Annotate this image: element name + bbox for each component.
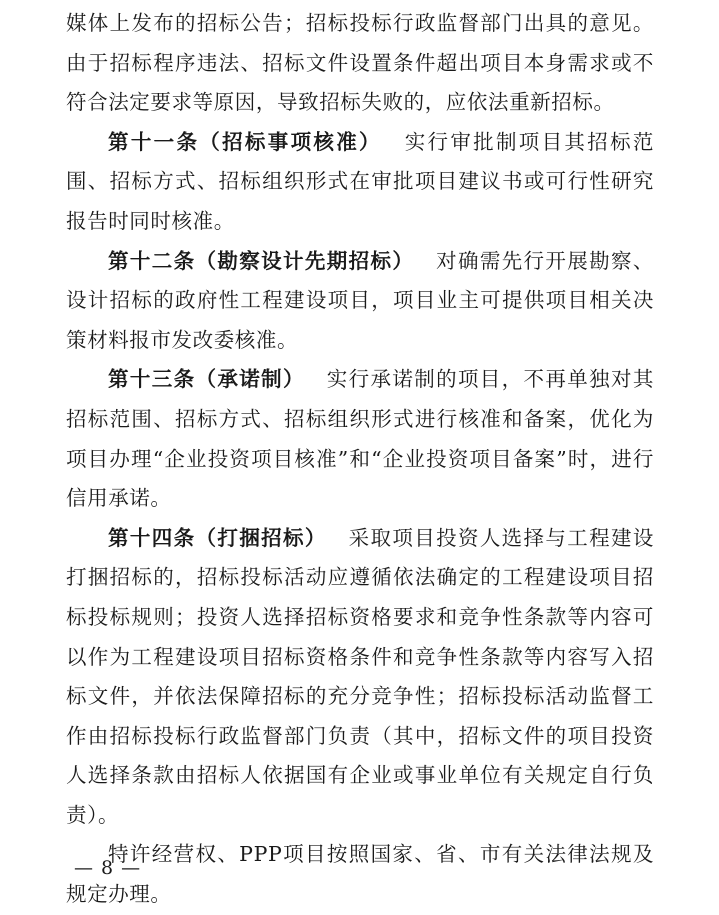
article-12 bbox=[66, 242, 654, 361]
article-text: 采取项目投资人选择与工程建设打捆招标的，招标投标活动应遵循依法确定的工程建设项目招标投标规则；投资人选择招标资格要求和竞争性条款等内容可以作为工程建设项目招标资格条件和竞争性条款等内容写入招标文件，并依法保障招标的充分竞争性；招标投标活动监督工作由招标投标行政监督部门负责（其中，招标文件的项目投资人选择条款由招标人依据国有企业或事业单位有关规定自行负责）。 bbox=[66, 525, 655, 827]
page-number: — 8 — bbox=[74, 857, 142, 879]
article-text: 对确需先行开展勘察、设计招标的政府性工程建设项目，项目业主可提供项目相关决策材料报市发改委核准。 bbox=[66, 248, 655, 352]
article-13 bbox=[66, 360, 654, 518]
article-heading: 第十三条（承诺制） bbox=[108, 367, 305, 392]
article-heading: 第十一条（招标事项核准） bbox=[108, 129, 382, 154]
paragraph-ppp bbox=[66, 835, 654, 914]
document-body bbox=[66, 4, 654, 915]
paragraph-continuation bbox=[66, 4, 654, 123]
article-11 bbox=[66, 123, 654, 242]
article-text: 实行审批制项目其招标范围、招标方式、招标组织形式在审批项目建议书或可行性研究报告时同时核准。 bbox=[66, 129, 654, 233]
article-14 bbox=[66, 519, 654, 836]
article-text: 实行承诺制的项目，不再单独对其招标范围、招标方式、招标组织形式进行核准和备案，优化为项目办理“企业投资项目核准”和“企业投资项目备案”时，进行信用承诺。 bbox=[66, 367, 654, 511]
article-heading: 第十四条（打捆招标） bbox=[108, 525, 327, 550]
paragraph-text: 媒体上发布的招标公告；招标投标行政监督部门出具的意见。由于招标程序违法、招标文件设置条件超出项目本身需求或不符合法定要求等原因，导致招标失败的，应依法重新招标。 bbox=[66, 11, 654, 115]
paragraph-text: 特许经营权、PPP项目按照国家、省、市有关法律法规及规定办理。 bbox=[66, 842, 654, 907]
article-heading: 第十二条（勘察设计先期招标） bbox=[108, 248, 415, 273]
